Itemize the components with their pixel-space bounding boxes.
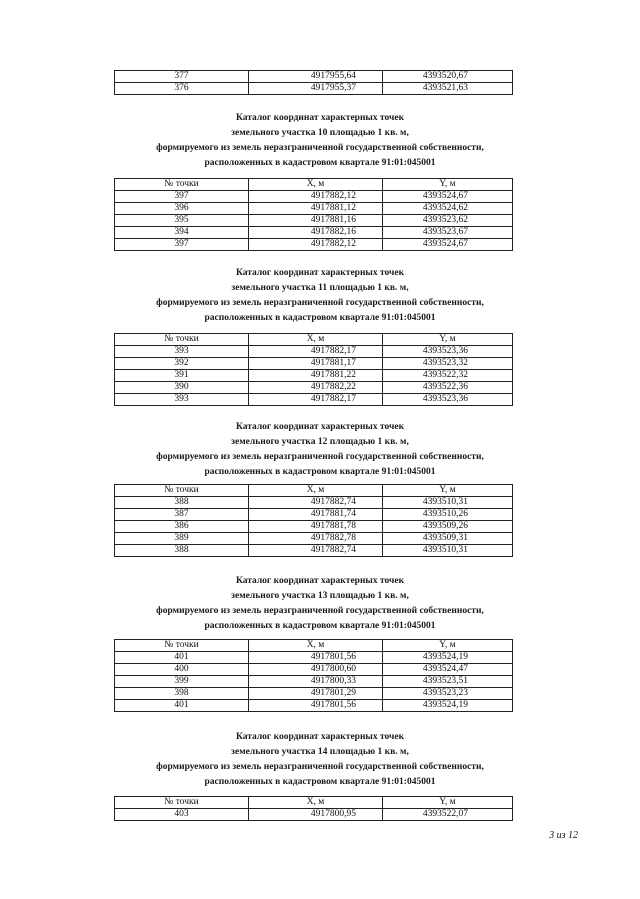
table-row	[115, 521, 513, 533]
y-coordinate: 4393523,23	[383, 688, 513, 700]
y-coordinate: 4393510,31	[383, 497, 513, 509]
x-coordinate: 4917882,12	[249, 191, 383, 203]
table-row	[115, 676, 513, 688]
x-coordinate: 4917882,22	[249, 382, 383, 394]
section-caption-14	[0, 730, 640, 790]
table-header-row	[115, 179, 513, 191]
x-coordinate: 4917955,64	[249, 71, 383, 83]
col-header-y: Y, м	[383, 485, 513, 497]
y-coordinate: 4393524,47	[383, 664, 513, 676]
x-coordinate: 4917801,29	[249, 688, 383, 700]
y-coordinate: 4393522,07	[383, 809, 513, 821]
point-number: 403	[115, 809, 249, 821]
x-coordinate: 4917881,17	[249, 358, 383, 370]
table-row	[115, 83, 513, 95]
x-coordinate: 4917955,37	[249, 83, 383, 95]
table-row	[115, 652, 513, 664]
point-number: 388	[115, 545, 249, 557]
x-coordinate: 4917881,22	[249, 370, 383, 382]
x-coordinate: 4917801,56	[249, 700, 383, 712]
table-row	[115, 346, 513, 358]
coords-table-10	[114, 178, 513, 251]
caption-line: расположенных в кадастровом квартале 91:01:045001	[204, 467, 436, 477]
point-number: 397	[115, 191, 249, 203]
caption-line: расположенных в кадастровом квартале 91:01:045001	[204, 158, 436, 168]
y-coordinate: 4393524,19	[383, 700, 513, 712]
y-coordinate: 4393522,32	[383, 370, 513, 382]
col-header-x: X, м	[249, 485, 383, 497]
table-header-row	[115, 334, 513, 346]
x-coordinate: 4917800,33	[249, 676, 383, 688]
y-coordinate: 4393509,31	[383, 533, 513, 545]
y-coordinate: 4393510,26	[383, 509, 513, 521]
caption-line: Каталог координат характерных точек	[235, 422, 405, 432]
point-number: 398	[115, 688, 249, 700]
caption-line: расположенных в кадастровом квартале 91:01:045001	[204, 621, 436, 631]
section-caption-11	[0, 266, 640, 326]
col-header-point: № точки	[115, 640, 249, 652]
x-coordinate: 4917800,60	[249, 664, 383, 676]
section-caption-12	[0, 420, 640, 480]
coords-table-11	[114, 333, 513, 406]
x-coordinate: 4917881,78	[249, 521, 383, 533]
x-coordinate: 4917881,12	[249, 203, 383, 215]
caption-line: земельного участка 10 площадью 1 кв. м,	[231, 128, 409, 138]
point-number: 394	[115, 227, 249, 239]
section-caption-13	[0, 574, 640, 634]
y-coordinate: 4393524,67	[383, 191, 513, 203]
x-coordinate: 4917801,56	[249, 652, 383, 664]
point-number: 393	[115, 346, 249, 358]
table-row	[115, 509, 513, 521]
caption-line: земельного участка 12 площадью 1 кв. м,	[231, 437, 409, 447]
caption-line: Каталог координат характерных точек	[235, 113, 405, 123]
y-coordinate: 4393510,31	[383, 545, 513, 557]
table-row	[115, 533, 513, 545]
table-row	[115, 382, 513, 394]
point-number: 396	[115, 203, 249, 215]
x-coordinate: 4917882,12	[249, 239, 383, 251]
x-coordinate: 4917882,74	[249, 545, 383, 557]
y-coordinate: 4393521,63	[383, 83, 513, 95]
point-number: 397	[115, 239, 249, 251]
col-header-point: № точки	[115, 797, 249, 809]
y-coordinate: 4393523,36	[383, 394, 513, 406]
y-coordinate: 4393520,67	[383, 71, 513, 83]
y-coordinate: 4393523,67	[383, 227, 513, 239]
point-number: 401	[115, 652, 249, 664]
col-header-y: Y, м	[383, 797, 513, 809]
point-number: 401	[115, 700, 249, 712]
x-coordinate: 4917882,17	[249, 346, 383, 358]
caption-line: расположенных в кадастровом квартале 91:01:045001	[204, 313, 436, 323]
y-coordinate: 4393522,36	[383, 382, 513, 394]
col-header-point: № точки	[115, 334, 249, 346]
caption-line: расположенных в кадастровом квартале 91:01:045001	[204, 777, 436, 787]
y-coordinate: 4393524,19	[383, 652, 513, 664]
col-header-point: № точки	[115, 485, 249, 497]
col-header-x: X, м	[249, 640, 383, 652]
table-row	[115, 358, 513, 370]
x-coordinate: 4917882,16	[249, 227, 383, 239]
coords-table-13	[114, 639, 513, 712]
caption-line: формируемого из земель неразграниченной государственной собственности,	[156, 452, 484, 462]
y-coordinate: 4393523,32	[383, 358, 513, 370]
table-header-row	[115, 485, 513, 497]
x-coordinate: 4917882,17	[249, 394, 383, 406]
table-row	[115, 497, 513, 509]
col-header-x: X, м	[249, 334, 383, 346]
table-header-row	[115, 640, 513, 652]
point-number: 400	[115, 664, 249, 676]
caption-line: земельного участка 14 площадью 1 кв. м,	[231, 747, 409, 757]
table-row	[115, 545, 513, 557]
page-number: 3 из 12	[549, 830, 578, 841]
table-row	[115, 71, 513, 83]
x-coordinate: 4917882,74	[249, 497, 383, 509]
y-coordinate: 4393524,67	[383, 239, 513, 251]
col-header-x: X, м	[249, 179, 383, 191]
col-header-y: Y, м	[383, 179, 513, 191]
coords-table-continued	[114, 70, 513, 95]
table-row	[115, 688, 513, 700]
point-number: 386	[115, 521, 249, 533]
y-coordinate: 4393523,36	[383, 346, 513, 358]
point-number: 387	[115, 509, 249, 521]
table-row	[115, 370, 513, 382]
point-number: 376	[115, 83, 249, 95]
section-caption-10	[0, 111, 640, 171]
point-number: 392	[115, 358, 249, 370]
point-number: 377	[115, 71, 249, 83]
y-coordinate: 4393523,62	[383, 215, 513, 227]
y-coordinate: 4393524,62	[383, 203, 513, 215]
caption-line: земельного участка 11 площадью 1 кв. м,	[231, 283, 409, 293]
col-header-x: X, м	[249, 797, 383, 809]
caption-line: земельного участка 13 площадью 1 кв. м,	[231, 591, 409, 601]
caption-line: формируемого из земель неразграниченной государственной собственности,	[156, 143, 484, 153]
point-number: 389	[115, 533, 249, 545]
y-coordinate: 4393523,51	[383, 676, 513, 688]
caption-line: формируемого из земель неразграниченной государственной собственности,	[156, 298, 484, 308]
x-coordinate: 4917881,74	[249, 509, 383, 521]
x-coordinate: 4917800,95	[249, 809, 383, 821]
table-row	[115, 809, 513, 821]
table-header-row	[115, 797, 513, 809]
coords-table-14	[114, 796, 513, 821]
coords-table-12	[114, 484, 513, 557]
point-number: 391	[115, 370, 249, 382]
caption-line: формируемого из земель неразграниченной государственной собственности,	[156, 762, 484, 772]
table-row	[115, 394, 513, 406]
table-row	[115, 191, 513, 203]
caption-line: Каталог координат характерных точек	[235, 576, 405, 586]
y-coordinate: 4393509,26	[383, 521, 513, 533]
table-row	[115, 215, 513, 227]
table-row	[115, 239, 513, 251]
x-coordinate: 4917881,16	[249, 215, 383, 227]
table-row	[115, 227, 513, 239]
point-number: 388	[115, 497, 249, 509]
x-coordinate: 4917882,78	[249, 533, 383, 545]
col-header-y: Y, м	[383, 334, 513, 346]
point-number: 390	[115, 382, 249, 394]
table-row	[115, 664, 513, 676]
table-row	[115, 203, 513, 215]
point-number: 399	[115, 676, 249, 688]
caption-line: Каталог координат характерных точек	[235, 732, 405, 742]
point-number: 393	[115, 394, 249, 406]
table-row	[115, 700, 513, 712]
col-header-point: № точки	[115, 179, 249, 191]
point-number: 395	[115, 215, 249, 227]
caption-line: формируемого из земель неразграниченной государственной собственности,	[156, 606, 484, 616]
col-header-y: Y, м	[383, 640, 513, 652]
caption-line: Каталог координат характерных точек	[235, 268, 405, 278]
